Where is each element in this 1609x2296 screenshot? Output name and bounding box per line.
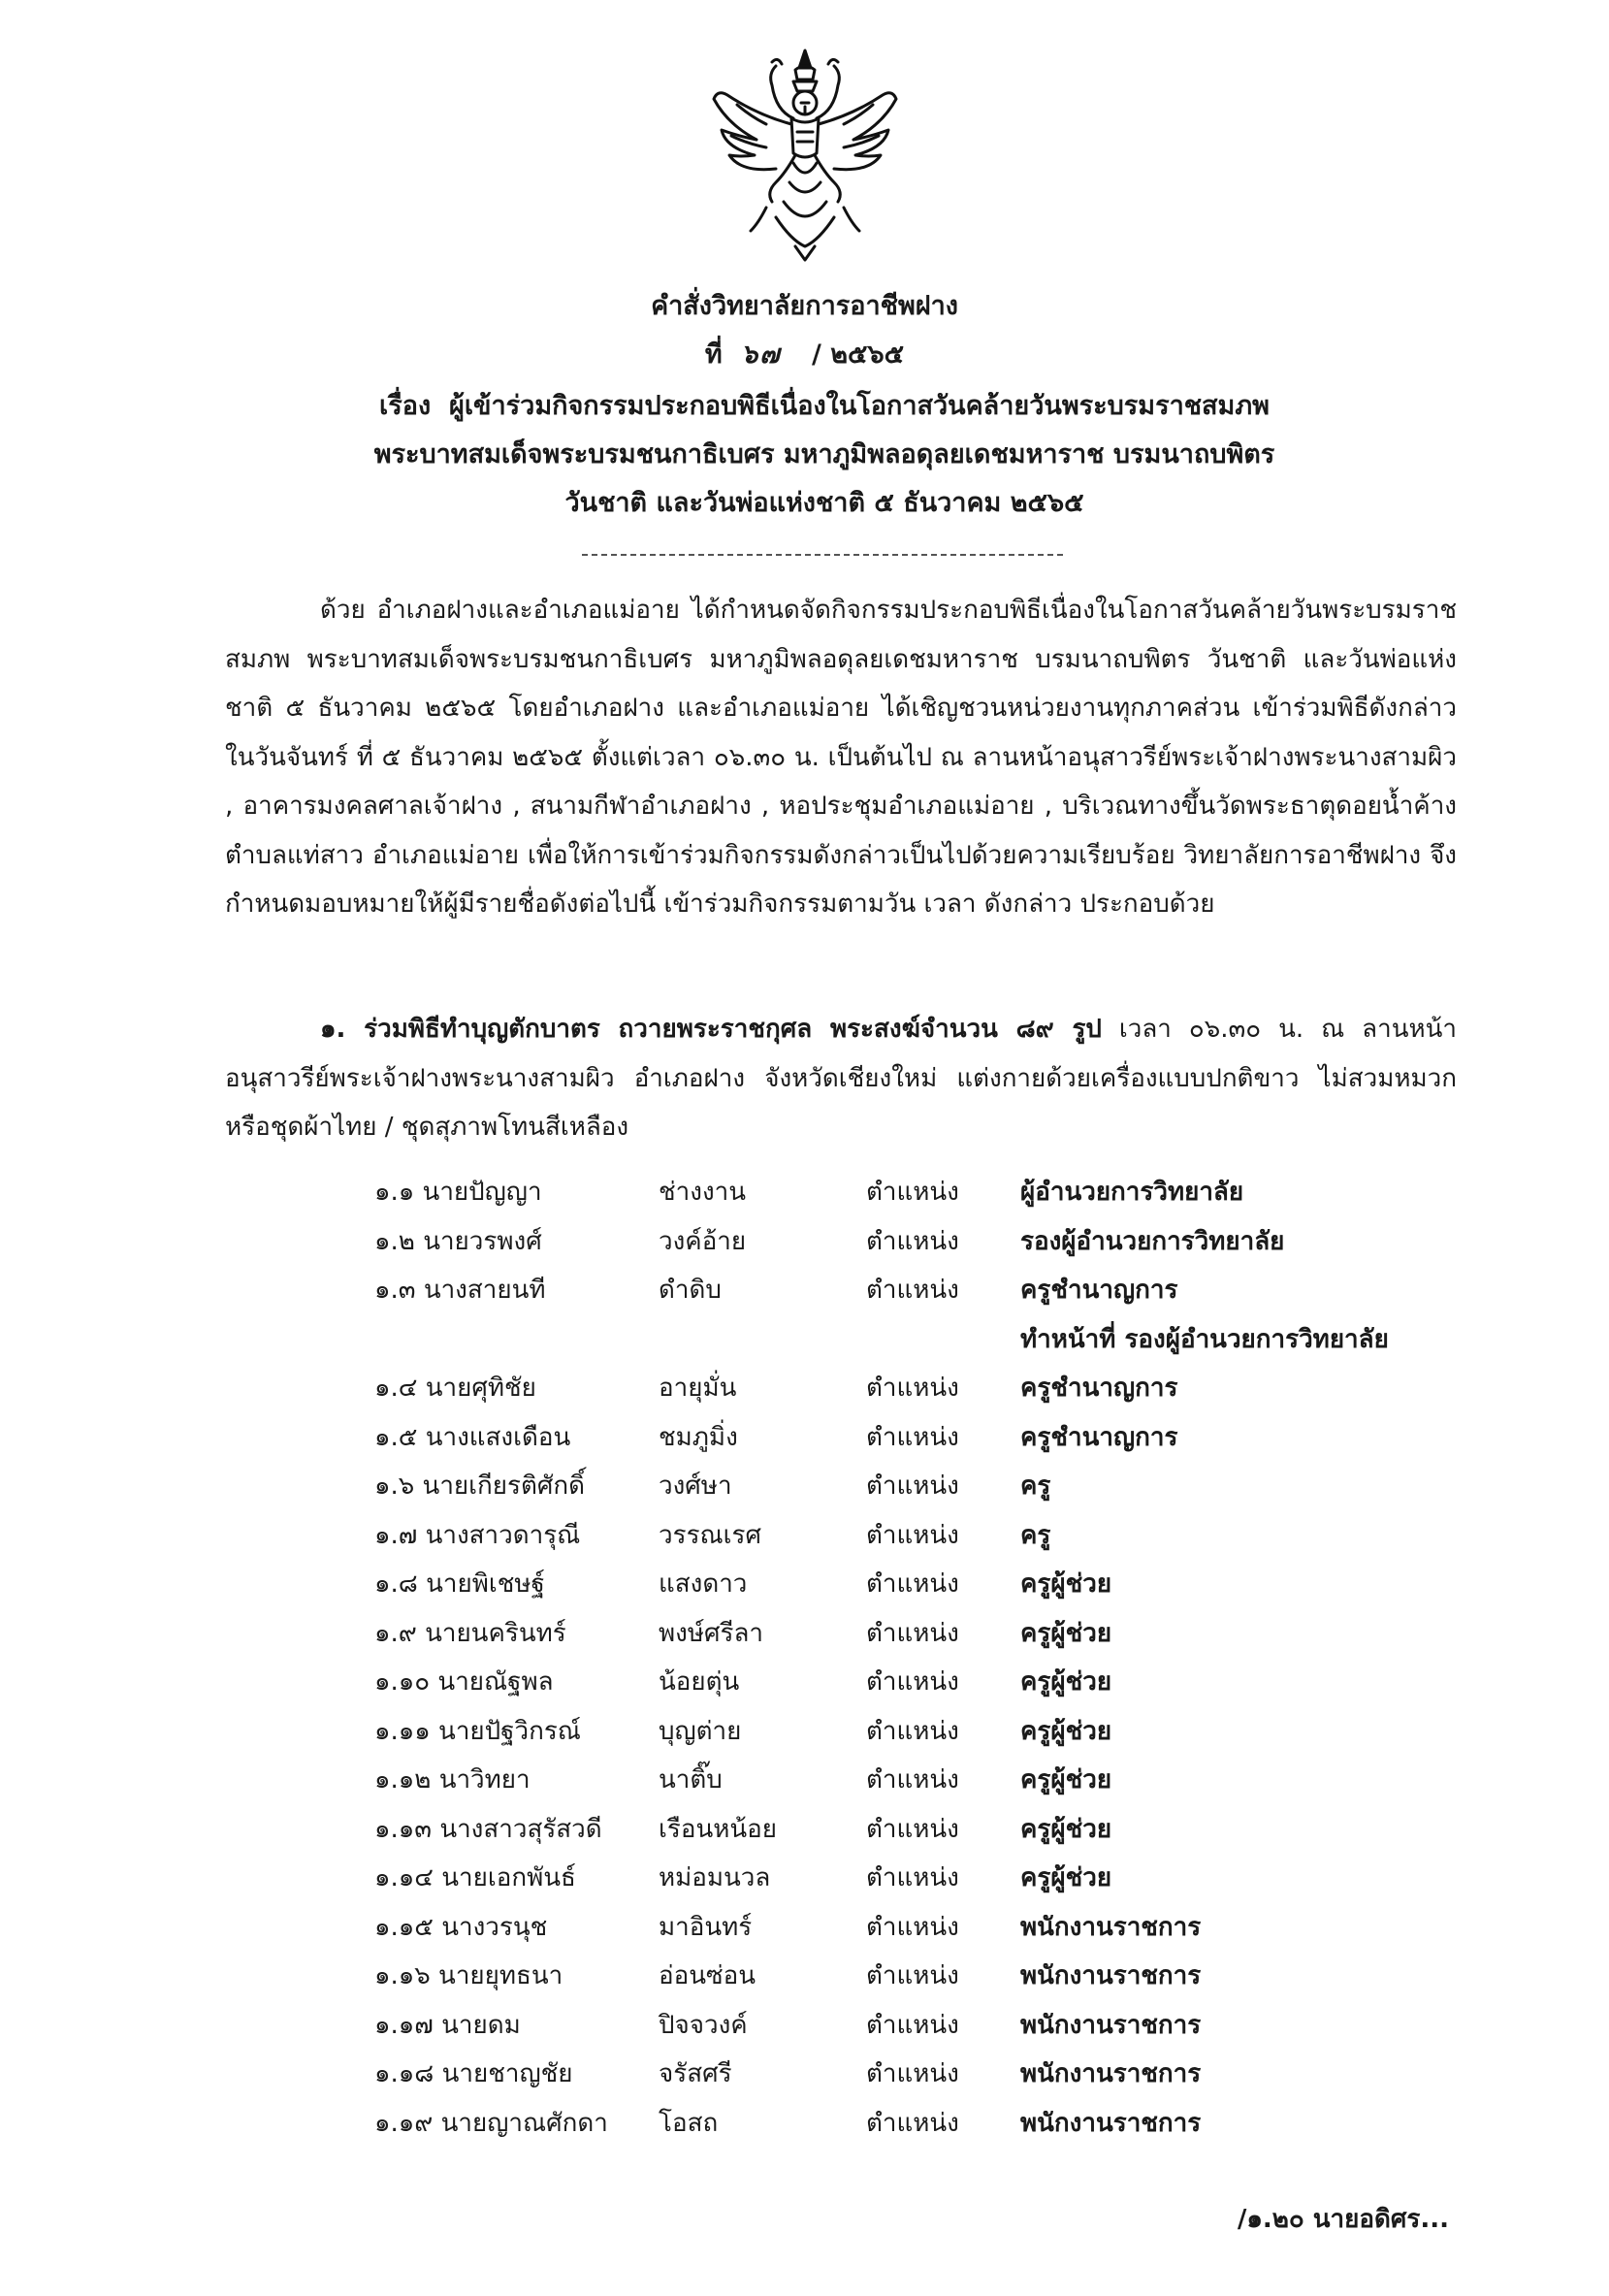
participant-name: [374, 1854, 576, 1902]
first-name: นายดม: [441, 2010, 521, 2040]
participant-name: [374, 1266, 546, 1314]
continuation-marker: /๑.๒๐ นายอดิศร...: [1237, 2205, 1449, 2234]
order-number-handwritten: ๖๗: [741, 340, 782, 370]
subject-line-3: วันชาติ และวันพ่อแห่งชาติ ๕ ธันวาคม ๒๕๖๕: [564, 488, 1084, 518]
participant-name: [374, 1805, 602, 1854]
first-name: นายณัฐพล: [437, 1667, 554, 1697]
position-value: ครูผู้ช่วย: [1020, 1863, 1112, 1892]
position-label: ตำแหน่ง: [866, 1569, 959, 1599]
order-year: / ๒๕๖๕: [812, 340, 905, 370]
item-number: ๑.๑๗: [374, 2010, 434, 2040]
first-name: นายยุทธนา: [438, 1961, 563, 1990]
participant-surname: อายุมั่น: [659, 1374, 737, 1403]
position-label: ตำแหน่ง: [866, 1912, 959, 1942]
position-label: ตำแหน่ง: [866, 1226, 959, 1256]
participant-surname: หม่อมนวล: [659, 1863, 771, 1892]
position-label: ตำแหน่ง: [866, 1520, 959, 1550]
position-value: พนักงานราชการ: [1020, 2108, 1202, 2138]
participant-surname: มาอินทร์: [659, 1912, 753, 1942]
first-name: นายเกียรติศักดิ์: [422, 1471, 585, 1501]
first-name: นาวิทยา: [438, 1765, 531, 1795]
position-value: พนักงานราชการ: [1020, 1912, 1202, 1942]
position-value: พนักงานราชการ: [1020, 2059, 1202, 2088]
participant-surname: นาติ๊บ: [659, 1765, 723, 1795]
intro-paragraph: ด้วย อำเภอฝางและอำเภอแม่อาย ได้กำหนดจัดกิจกรรมประกอบพิธีเนื่องในโอกาสวันคล้ายวันพระบรมราชสมภพ พระบาทสมเด็จพระบรมชนกาธิเบศร มหาภูมิพลอดุลยเดชมหาราช บรมนาถบพิตร วันชาติ และวันพ่อแห่งชาติ ๕ ธันวาคม ๒๕๖๕ โดยอำเภอฝาง และอำเภอแม่อาย ได้เชิญชวนหน่วยงานทุกภาคส่วน เข้าร่วมพิธีดังกล่าว ในวันจันทร์ ที่ ๕ ธันวาคม ๒๕๖๕ ตั้งแต่เวลา ๐๖.๓๐ น. เป็นต้นไป ณ ลานหน้าอนุสาวรีย์พระเจ้าฝางพระนางสามผิว , อาคารมงคลศาลเจ้าฝาง , สนามกีฬาอำเภอฝาง , หอประชุมอำเภอแม่อาย , บริเวณทางขึ้นวัดพระธาตุดอยน้ำค้าง ตำบลแท่สาว อำเภอแม่อาย เพื่อให้การเข้าร่วมกิจกรรมดังกล่าวเป็นไปด้วยความเรียบร้อย วิทยาลัยการอาชีพฝาง จึงกำหนดมอบหมายให้ผู้มีรายชื่อดังต่อไปนี้ เข้าร่วมกิจกรรมตามวัน เวลา ดังกล่าว ประกอบด้วย: [225, 596, 1457, 919]
position-value: ทำหน้าที่ รองผู้อำนวยการวิทยาลัย: [1020, 1324, 1389, 1354]
item-number: ๑.๓: [374, 1276, 416, 1305]
position-label: ตำแหน่ง: [866, 2059, 959, 2088]
item-number: ๑.๑๘: [374, 2059, 434, 2088]
participant-surname: อ่อนซ่อน: [659, 1961, 756, 1990]
participant-name: [374, 1707, 581, 1756]
item-number: ๑.๗: [374, 1520, 418, 1550]
subject-line-1: เรื่อง ผู้เข้าร่วมกิจกรรมประกอบพิธีเนื่องในโอกาสวันคล้ายวันพระบรมราชสมภพ: [379, 391, 1270, 421]
subject-line-2: พระบาทสมเด็จพระบรมชนกาธิเบศร มหาภูมิพลอดุลยเดชมหาราช บรมนาถบพิตร: [373, 439, 1275, 469]
participant-name: [374, 1413, 570, 1462]
divider-line: [582, 554, 1063, 556]
first-name: นายปัญญา: [422, 1178, 542, 1207]
garuda-emblem-icon: [708, 47, 902, 262]
participant-name: [374, 1364, 536, 1412]
item-number: ๑.๖: [374, 1471, 415, 1501]
participant-surname: บุญต่าย: [659, 1716, 742, 1746]
position-value: ครูผู้ช่วย: [1020, 1814, 1112, 1844]
first-name: นายเอกพันธ์: [441, 1863, 576, 1892]
participant-surname: พงษ์ศรีลา: [659, 1618, 763, 1648]
participant-name: [374, 1952, 563, 2000]
position-label: ตำแหน่ง: [866, 1716, 959, 1746]
first-name: นางสาวดารุณี: [425, 1520, 581, 1550]
position-value: ครูผู้ช่วย: [1020, 1765, 1112, 1795]
position-label: ตำแหน่ง: [866, 1765, 959, 1795]
item-number: ๑.๑๑: [374, 1716, 431, 1746]
item-number: ๑.๑: [374, 1178, 415, 1207]
position-label: ตำแหน่ง: [866, 1276, 959, 1305]
participant-surname: แสงดาว: [659, 1569, 748, 1599]
position-value: ครูผู้ช่วย: [1020, 1716, 1112, 1746]
position-label: ตำแหน่ง: [866, 1863, 959, 1892]
subject-label: เรื่อง: [379, 391, 432, 421]
position-value: ครูผู้ช่วย: [1020, 1569, 1112, 1599]
first-name: นายศุทิชัย: [425, 1374, 536, 1403]
participant-name: [374, 2050, 573, 2098]
participant-surname: โอสถ: [659, 2108, 719, 2138]
position-value: ครูผู้ช่วย: [1020, 1618, 1112, 1648]
first-name: นายพิเชษฐ์: [426, 1569, 545, 1599]
first-name: นายปัฐวิกรณ์: [438, 1716, 581, 1746]
participant-surname: ปิจจวงค์: [659, 2010, 748, 2040]
participant-surname: วงศ์ษา: [659, 1471, 732, 1501]
item-1-heading: [225, 1005, 1457, 1152]
item-number: ๑.๒: [374, 1226, 415, 1256]
participant-surname: เรือนหน้อย: [659, 1814, 778, 1844]
participant-name: [374, 1511, 580, 1560]
position-value: ครู: [1020, 1520, 1051, 1550]
order-prefix: ที่: [704, 340, 723, 370]
first-name: นายญาณศักดา: [440, 2108, 608, 2138]
item-number: ๑.๑๙: [374, 2108, 434, 2138]
item-number: ๑.๑๔: [374, 1863, 434, 1892]
participant-surname: วงค์อ้าย: [659, 1226, 747, 1256]
position-label: ตำแหน่ง: [866, 1667, 959, 1697]
position-value: ครูชำนาญการ: [1020, 1422, 1178, 1452]
order-number-line: [0, 336, 1609, 374]
participant-name: [374, 2001, 521, 2050]
item-number: ๑.๑๕: [374, 1912, 434, 1942]
position-value: ครู: [1020, 1471, 1051, 1501]
first-name: นางสาวสุรัสวดี: [439, 1814, 602, 1844]
participant-name: [374, 1609, 566, 1658]
item-1-title: ๑. ร่วมพิธีทำบุญตักบาตร ถวายพระราชกุศล พระสงฆ์จำนวน ๘๙ รูป: [320, 1015, 1102, 1044]
participant-surname: น้อยตุ่น: [659, 1667, 740, 1697]
subject-block: [320, 382, 1329, 528]
first-name: นางสายนที: [423, 1276, 546, 1305]
first-name: นายนครินทร์: [425, 1618, 566, 1648]
first-name: นายชาญชัย: [441, 2059, 573, 2088]
position-value: รองผู้อำนวยการวิทยาลัย: [1020, 1226, 1285, 1256]
participant-name: [374, 1168, 542, 1216]
position-value: ครูผู้ช่วย: [1020, 1667, 1112, 1697]
item-number: ๑.๑๐: [374, 1667, 431, 1697]
position-label: ตำแหน่ง: [866, 1961, 959, 1990]
participant-name: [374, 2099, 608, 2148]
position-label: ตำแหน่ง: [866, 2010, 959, 2040]
position-label: ตำแหน่ง: [866, 1422, 959, 1452]
participant-surname: วรรณเรศ: [659, 1520, 762, 1550]
participant-surname: ช่างงาน: [659, 1178, 747, 1207]
participant-name: [374, 1756, 531, 1804]
position-label: ตำแหน่ง: [866, 1374, 959, 1403]
participant-surname: จรัสศรี: [659, 2059, 732, 2088]
participant-name: [374, 1560, 545, 1608]
participant-surname: ดำดิบ: [659, 1276, 722, 1305]
position-label: ตำแหน่ง: [866, 1178, 959, 1207]
participant-name: [374, 1903, 547, 1952]
item-number: ๑.๑๖: [374, 1961, 431, 1990]
position-value: ผู้อำนวยการวิทยาลัย: [1020, 1178, 1244, 1207]
position-label: ตำแหน่ง: [866, 1471, 959, 1501]
item-number: ๑.๑๒: [374, 1765, 432, 1795]
first-name: นายวรพงศ์: [423, 1226, 542, 1256]
item-number: ๑.๙: [374, 1618, 417, 1648]
item-number: ๑.๕: [374, 1422, 418, 1452]
order-title: คำสั่งวิทยาลัยการอาชีพฝาง: [651, 291, 958, 321]
item-number: ๑.๔: [374, 1374, 418, 1403]
item-number: ๑.๘: [374, 1569, 418, 1599]
participant-surname: ชมภูมิ่ง: [659, 1422, 738, 1452]
participant-name: [374, 1462, 585, 1510]
position-label: ตำแหน่ง: [866, 1618, 959, 1648]
first-name: นางแสงเดือน: [425, 1422, 571, 1452]
participant-name: [374, 1217, 542, 1266]
position-value: พนักงานราชการ: [1020, 1961, 1202, 1990]
position-label: ตำแหน่ง: [866, 2108, 959, 2138]
item-1-details: เวลา ๐๖.๓๐ น. ณ ลานหน้าอนุสาวรีย์พระเจ้าฝางพระนางสามผิว อำเภอฝาง จังหวัดเชียงใหม่ แต่งกายด้วยเครื่องแบบปกติขาว ไม่สวมหมวก หรือชุดผ้าไทย / ชุดสุภาพโทนสีเหลือง: [225, 1015, 1457, 1142]
position-value: ครูชำนาญการ: [1020, 1276, 1178, 1305]
item-number: ๑.๑๓: [374, 1814, 433, 1844]
position-label: ตำแหน่ง: [866, 1814, 959, 1844]
first-name: นางวรนุช: [441, 1912, 548, 1942]
participant-name: [374, 1658, 554, 1706]
position-value: ครูชำนาญการ: [1020, 1374, 1178, 1403]
position-value: พนักงานราชการ: [1020, 2010, 1202, 2040]
